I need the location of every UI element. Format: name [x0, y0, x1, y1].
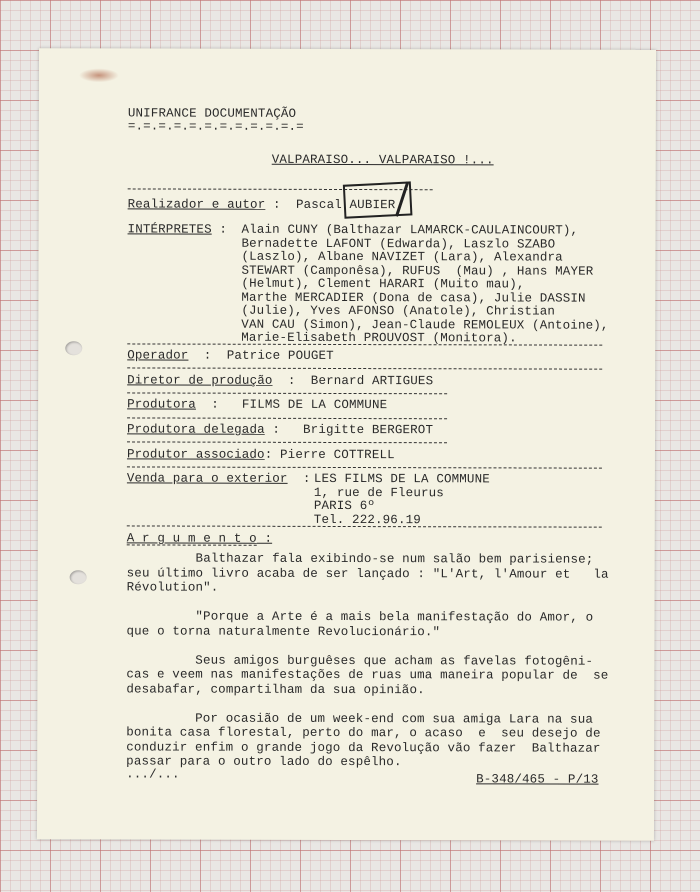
production-dir-label: Diretor de produção — [127, 373, 273, 388]
sales-label: Venda para o exterior — [126, 471, 288, 486]
document-page — [37, 48, 656, 841]
argument-line: desabafar, compartilham da sua opinião. — [126, 681, 425, 697]
delegate-value: Brigitte BERGEROT — [303, 422, 434, 438]
text-line: (Helmut), Clement HARARI (Muito mau), — [241, 276, 525, 292]
cast-row: INTÉRPRETES : — [127, 222, 228, 237]
delegate-row: Produtora delegada : Brigitte BERGEROT — [127, 422, 434, 438]
film-title: VALPARAISO... VALPARAISO !... — [271, 152, 494, 168]
continued-marker: .../... — [126, 767, 180, 782]
text-line: PARIS 6º — [313, 498, 376, 514]
argument-line: que o torna naturalmente Revolucionário." — [126, 623, 441, 639]
text-line: VAN CAU (Simon), Jean-Claude REMOLEUX (Antoine), — [241, 317, 609, 333]
delegate-label: Produtora delegada — [127, 422, 265, 437]
cast-label: INTÉRPRETES — [127, 222, 212, 237]
argument-line: seu último livro acaba de ser lançado : "L'Art, l'Amour et la — [126, 565, 609, 582]
producer-label: Produtora — [127, 397, 196, 412]
punch-hole-bottom — [70, 570, 87, 584]
producer-row: Produtora : FILMS DE LA COMMUNE — [127, 397, 388, 413]
rule — [127, 466, 602, 468]
punch-hole-top — [65, 341, 82, 355]
text-line: Tel. 222.96.19 — [313, 512, 421, 527]
operator-label: Operador — [127, 348, 189, 363]
assoc-value: Pierre COTTRELL — [280, 447, 395, 463]
operator-row: Operador : Patrice POUGET — [127, 348, 334, 363]
argument-line: Por ocasião de um week-end com sua amiga Lara na sua — [126, 710, 594, 727]
production-dir-value: Bernard ARTIGUES — [310, 373, 434, 389]
argument-line: Balthazar fala exibindo-se num salão bem parisiense; — [126, 551, 594, 567]
director-value: Pascal AUBIER — [295, 197, 396, 213]
argument-line: conduzir enfim o grande jogo da Revolução vão fazer Balthazar — [126, 739, 601, 756]
text-line: 1, rue de Fleurus — [313, 485, 444, 500]
text-line: Marie-Elisabeth PROUVOST (Monitora). — [241, 330, 517, 346]
org-header: UNIFRANCE DOCUMENTAÇÃO — [127, 106, 297, 121]
director-label: Realizador e autor — [127, 197, 266, 212]
text-line: Alain CUNY (Balthazar LAMARCK-CAULAINCOURT), — [241, 222, 579, 238]
rule — [127, 417, 447, 419]
text-line: STEWART (Camponêsa), RUFUS (Mau) , Hans MAYER — [241, 263, 594, 279]
text-line: (Julie), Yves AFONSO (Anatole), Christian — [241, 303, 556, 319]
rule — [127, 441, 447, 443]
rule — [127, 392, 447, 394]
director-row: Realizador e autor : Pascal AUBIER — [127, 197, 396, 213]
argument-line: Révolution". — [126, 580, 219, 595]
production-dir-row: Diretor de produção : Bernard ARTIGUES — [127, 373, 434, 389]
rust-stain — [79, 68, 119, 82]
text-line: Marthe MERCADIER (Dona de casa), Julie DASSIN — [241, 290, 586, 306]
text-line: Bernadette LAFONT (Edwarda), Laszlo SZABO — [241, 236, 556, 252]
argument-line: passar para o outro lado do espêlho. — [126, 754, 402, 770]
argument-line: "Porque a Arte é a mais bela manifestação do Amor, o — [126, 609, 594, 625]
argument-line: bonita casa florestal, perto do mar, o acaso e seu desejo de — [126, 725, 601, 741]
reference-code: B-348/465 - P/13 — [476, 772, 599, 787]
text-line: LES FILMS DE LA COMMUNE — [313, 471, 490, 487]
argument-line: Seus amigos burguêses que acham as favelas fotogêni- — [126, 652, 594, 669]
argument-label: A r g u m e n t o : — [126, 531, 273, 546]
assoc-row: Produtor associado: Pierre COTTRELL — [126, 447, 395, 463]
text-line: (Laszlo), Albane NAVIZET (Lara), Alexandra — [241, 249, 563, 265]
assoc-label: Produtor associado — [126, 447, 265, 462]
sales-row: Venda para o exterior : — [126, 471, 311, 486]
org-header-underline: =.=.=.=.=.=.=.=.=.=.=.= — [127, 119, 304, 134]
operator-value: Patrice POUGET — [226, 348, 334, 363]
rule — [127, 367, 602, 369]
argument-line: cas e veem nas manifestações de ruas uma maneira popular de se — [126, 667, 609, 683]
producer-value: FILMS DE LA COMMUNE — [241, 397, 388, 413]
